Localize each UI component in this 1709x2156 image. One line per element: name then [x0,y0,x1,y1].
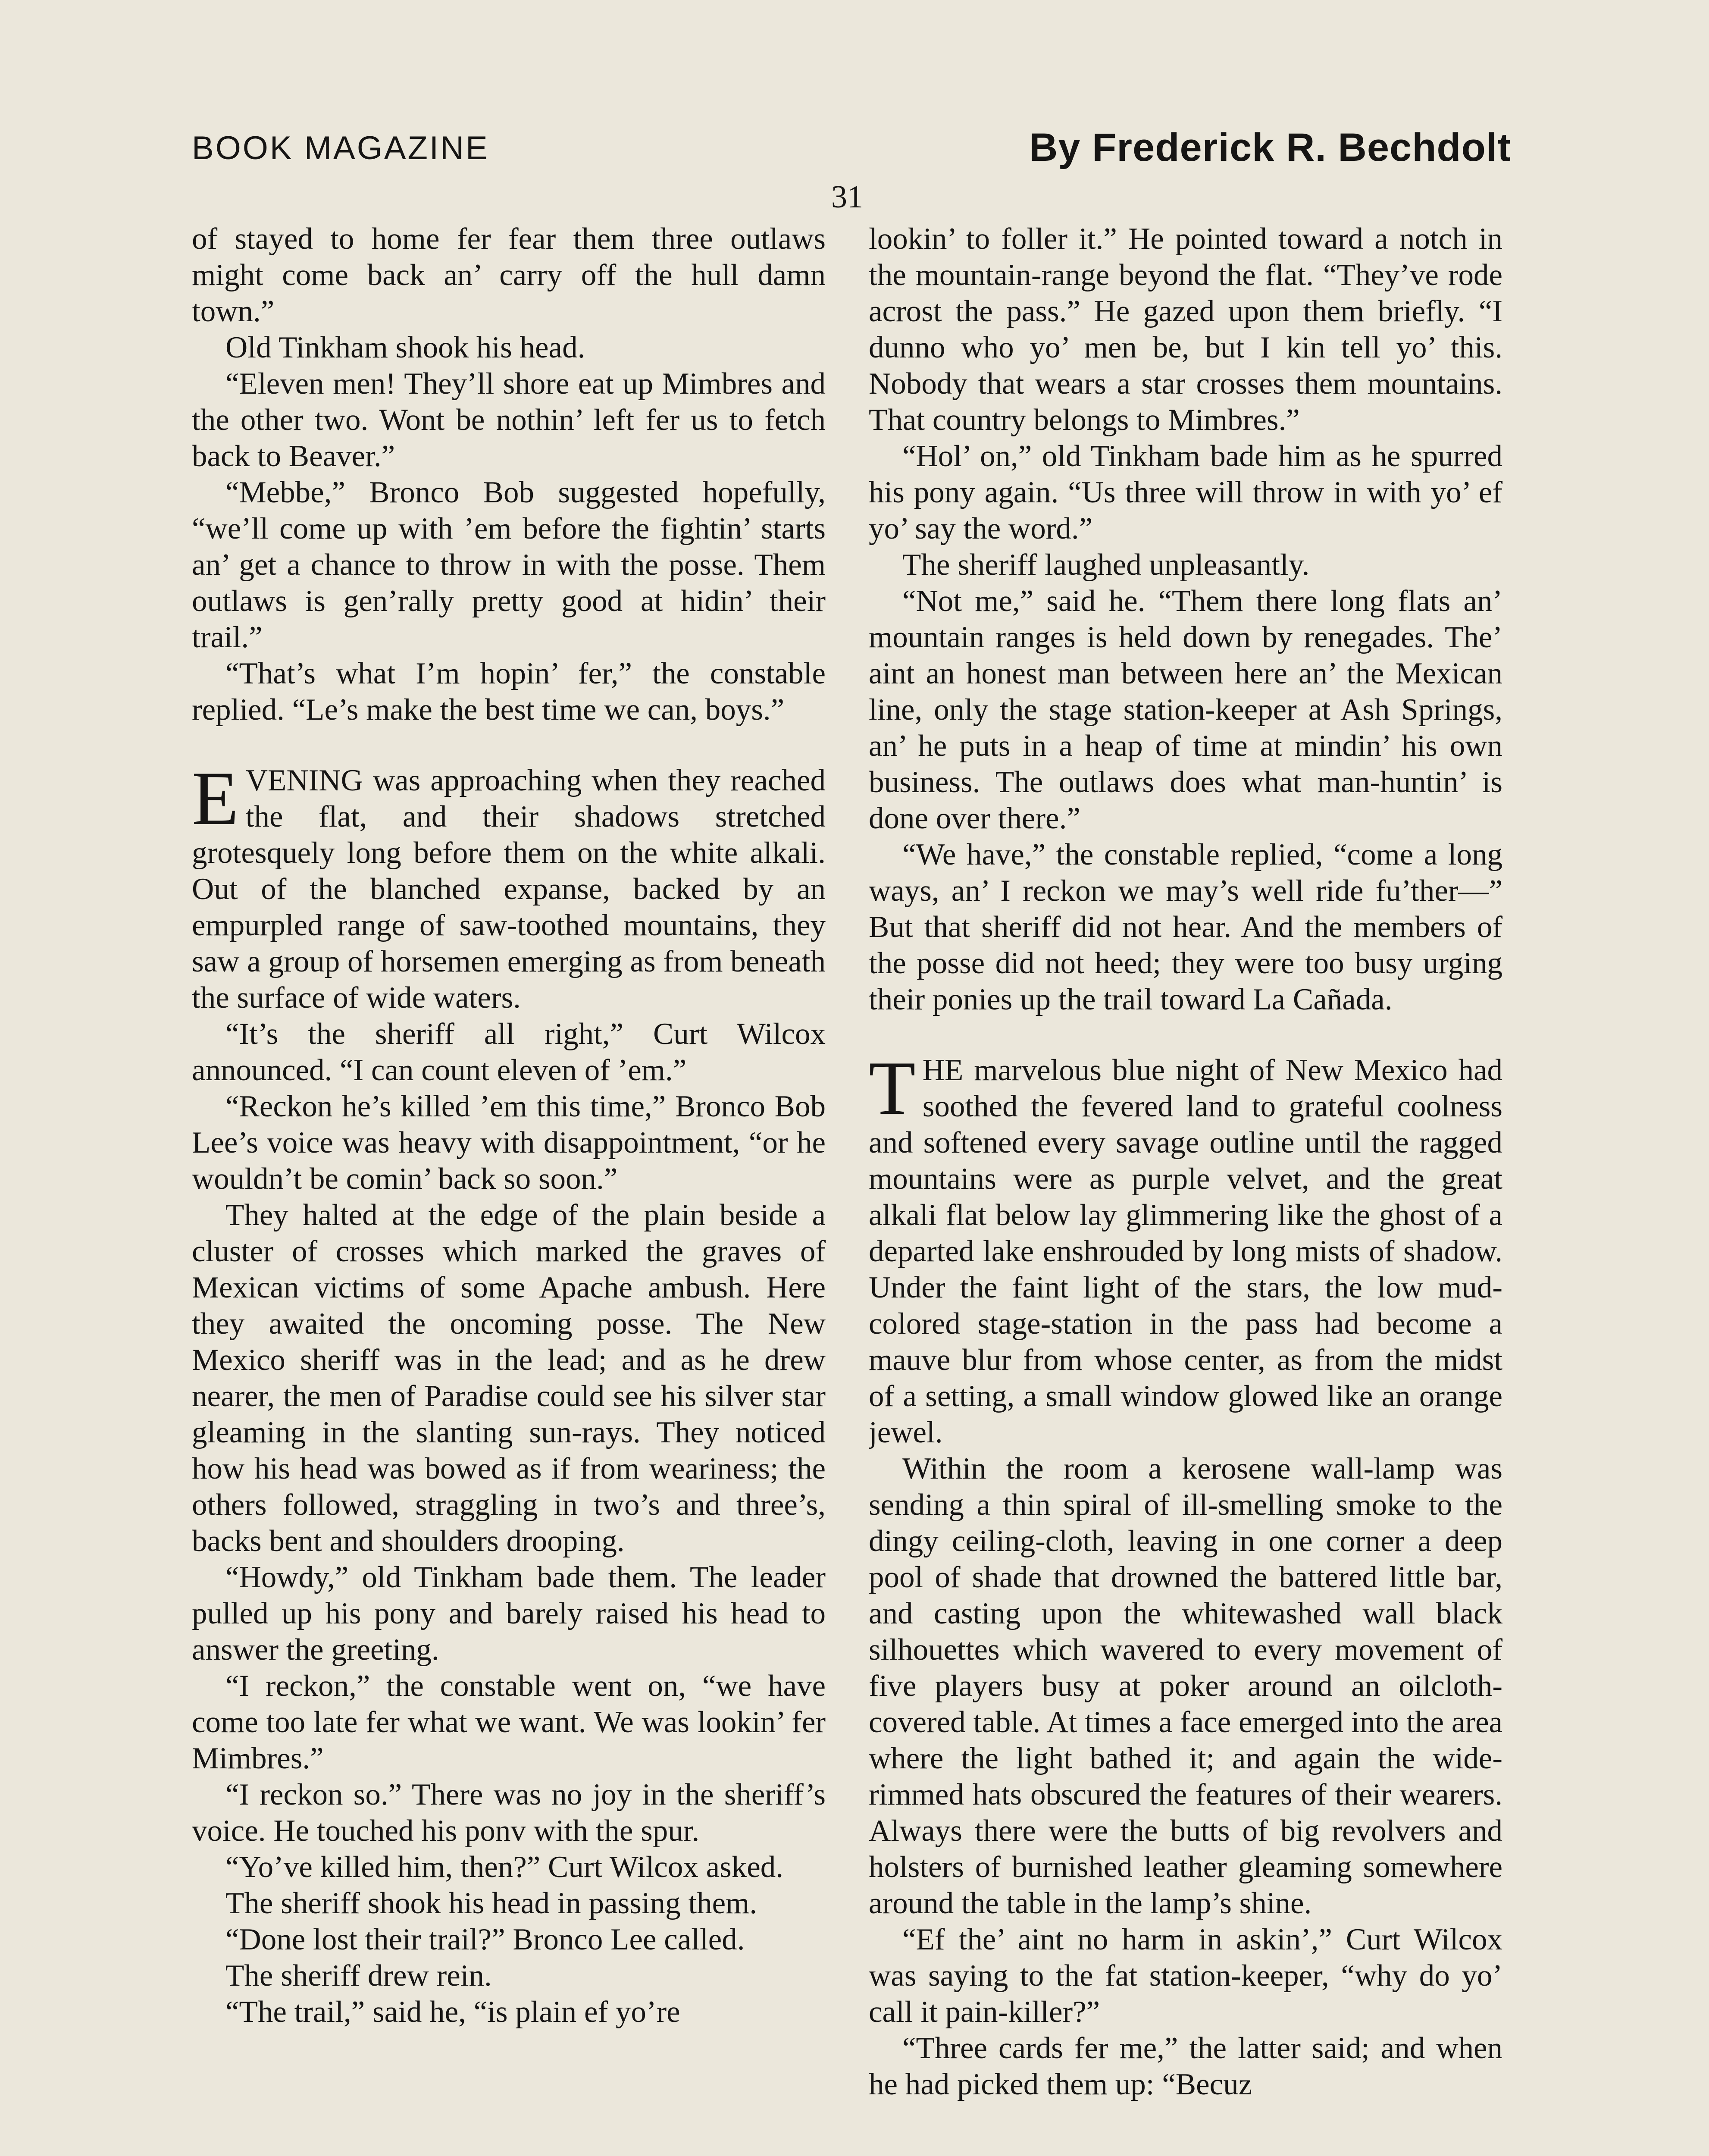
right-text-column [869,221,1502,2156]
paragraph: “I reckon so.” There was no joy in the sheriff’s voice. He touched his ponv with the spur. [192,1778,826,1848]
paragraph: “I reckon,” the constable went on, “we have come too late fer what we want. We was lookin’ fer Mimbres.” [192,1669,826,1775]
paragraph: “Yo’ve killed him, then?” Curt Wilcox asked. [225,1850,783,1884]
section-paragraph [869,1045,1502,1451]
paragraph: “It’s the sheriff all right,” Curt Wilcox announced. “I can count eleven of ’em.” [192,1017,826,1087]
paragraph: “Three cards fer me,” the latter said; and when he had picked them up: “Becuz [869,2031,1502,2101]
paragraph: “Eleven men! They’ll shore eat up Mimbres and the other two. Wont be nothin’ left fer us to fetch back to Beaver.” [192,367,826,473]
paragraph: The sheriff drew rein. [225,1959,492,1993]
paragraph-text: VENING was approaching when they reached the flat, and their shadows stretched grotesquely long before them on the white alkali. Out of the blanched expanse, backed by an empurpled range of saw-toothed mountains, they saw a group of horsemen emerging as from beneath the surface of wide waters. [192,764,826,1015]
paragraph: “Hol’ on,” old Tinkham bade him as he spurred his pony again. “Us three will throw in with yo’ ef yo’ say the word.” [869,439,1502,545]
drop-cap: E [192,755,239,841]
paragraph: “Mebbe,” Bronco Bob suggested hopefully, “we’ll come up with ’em before the fightin’ starts an’ get a chance to throw in with the posse. Them outlaws is gen’rally pretty good at hidin’ their trail.” [192,476,826,654]
paragraph: “Howdy,” old Tinkham bade them. The leader pulled up his pony and barely raised his head to answer the greeting. [192,1561,826,1667]
paragraph: “That’s what I’m hopin’ fer,” the constable replied. “Le’s make the best time we can, boys.” [192,657,826,727]
paragraph: “Done lost their trail?” Bronco Lee called. [225,1923,745,1956]
paragraph: lookin’ to foller it.” He pointed toward a notch in the mountain-range beyond the flat. “They’ve rode acrost the pass.” He gazed upon them briefly. “I dunno who yo’ men be, but I kin tell yo’ this. Nobody that wears a star crosses them mountains. That country belongs to Mimbres.” [869,222,1502,437]
author-byline: By Frederick R. Bechdolt [1029,125,1511,169]
drop-cap: T [869,1045,916,1131]
paragraph: “Not me,” said he. “Them there long flats an’ mountain ranges is held down by renegades. The’ aint an honest man between here an’ the Mexican line, only the stage station-keeper at Ash Springs, an’ he puts in a heap of time at mindin’ his own business. The outlaws does what man-huntin’ is done over there.” [869,584,1502,835]
paragraph-text: HE marvelous blue night of New Mexico had soothed the fevered land to grateful coolness and softened every savage outline until the ragged mountains were as purple velvet, and the great alkali flat below lay glimmering like the ghost of a departed lake enshrouded by long mists of shadow. Under the faint light of the stars, the low mud-colored stage-station in the pass had become a mauve blur from whose center, as from the midst of a setting, a small window glowed like an orange jewel. [869,1053,1502,1449]
left-text-column [192,221,826,2156]
page-number: 31 [831,179,863,215]
section-paragraph [192,755,826,1016]
paragraph: “We have,” the constable replied, “come a long ways, an’ I reckon we may’s well ride fu’ther—” But that sheriff did not hear. And the members of the posse did not heed; they were too busy urging their ponies up the trail toward La Cañada. [869,838,1502,1016]
paragraph: “Reckon he’s killed ’em this time,” Bronco Bob Lee’s voice was heavy with disappointment, “or he wouldn’t be comin’ back so soon.” [192,1090,826,1196]
paragraph: Within the room a kerosene wall-lamp was sending a thin spiral of ill-smelling smoke to the dingy ceiling-cloth, leaving in one corner a deep pool of shade that drowned the battered little bar, and casting upon the whitewashed wall black silhouettes which wavered to every movement of five players busy at poker around an oilcloth-covered table. At times a face emerged into the area where the light bathed it; and again the wide-rimmed hats obscured the features of their wearers. Always there were the butts of big revolvers and holsters of burnished leather gleaming somewhere around the table in the lamp’s shine. [869,1452,1502,1920]
magazine-title: BOOK MAGAZINE [192,130,489,166]
page-header [192,125,1511,177]
paragraph: The sheriff laughed unpleasantly. [902,548,1310,582]
paragraph: of stayed to home fer fear them three outlaws might come back an’ carry off the hull damn town.” [192,222,826,328]
paragraph: “The trail,” said he, “is plain ef yo’re [225,1995,680,2029]
paragraph: They halted at the edge of the plain beside a cluster of crosses which marked the graves of Mexican victims of some Apache ambush. Here they awaited the oncoming posse. The New Mexico sheriff was in the lead; and as he drew nearer, the men of Paradise could see his silver star gleaming in the slanting sun-rays. They noticed how his head was bowed as if from weariness; the others followed, straggling in two’s and three’s, backs bent and shoulders drooping. [192,1198,826,1558]
paragraph: The sheriff shook his head in passing them. [225,1887,757,1920]
paragraph: Old Tinkham shook his head. [225,331,585,364]
paragraph: “Ef the’ aint no harm in askin’,” Curt Wilcox was saying to the fat station-keeper, “why do yo’ call it pain-killer?” [869,1923,1502,2029]
